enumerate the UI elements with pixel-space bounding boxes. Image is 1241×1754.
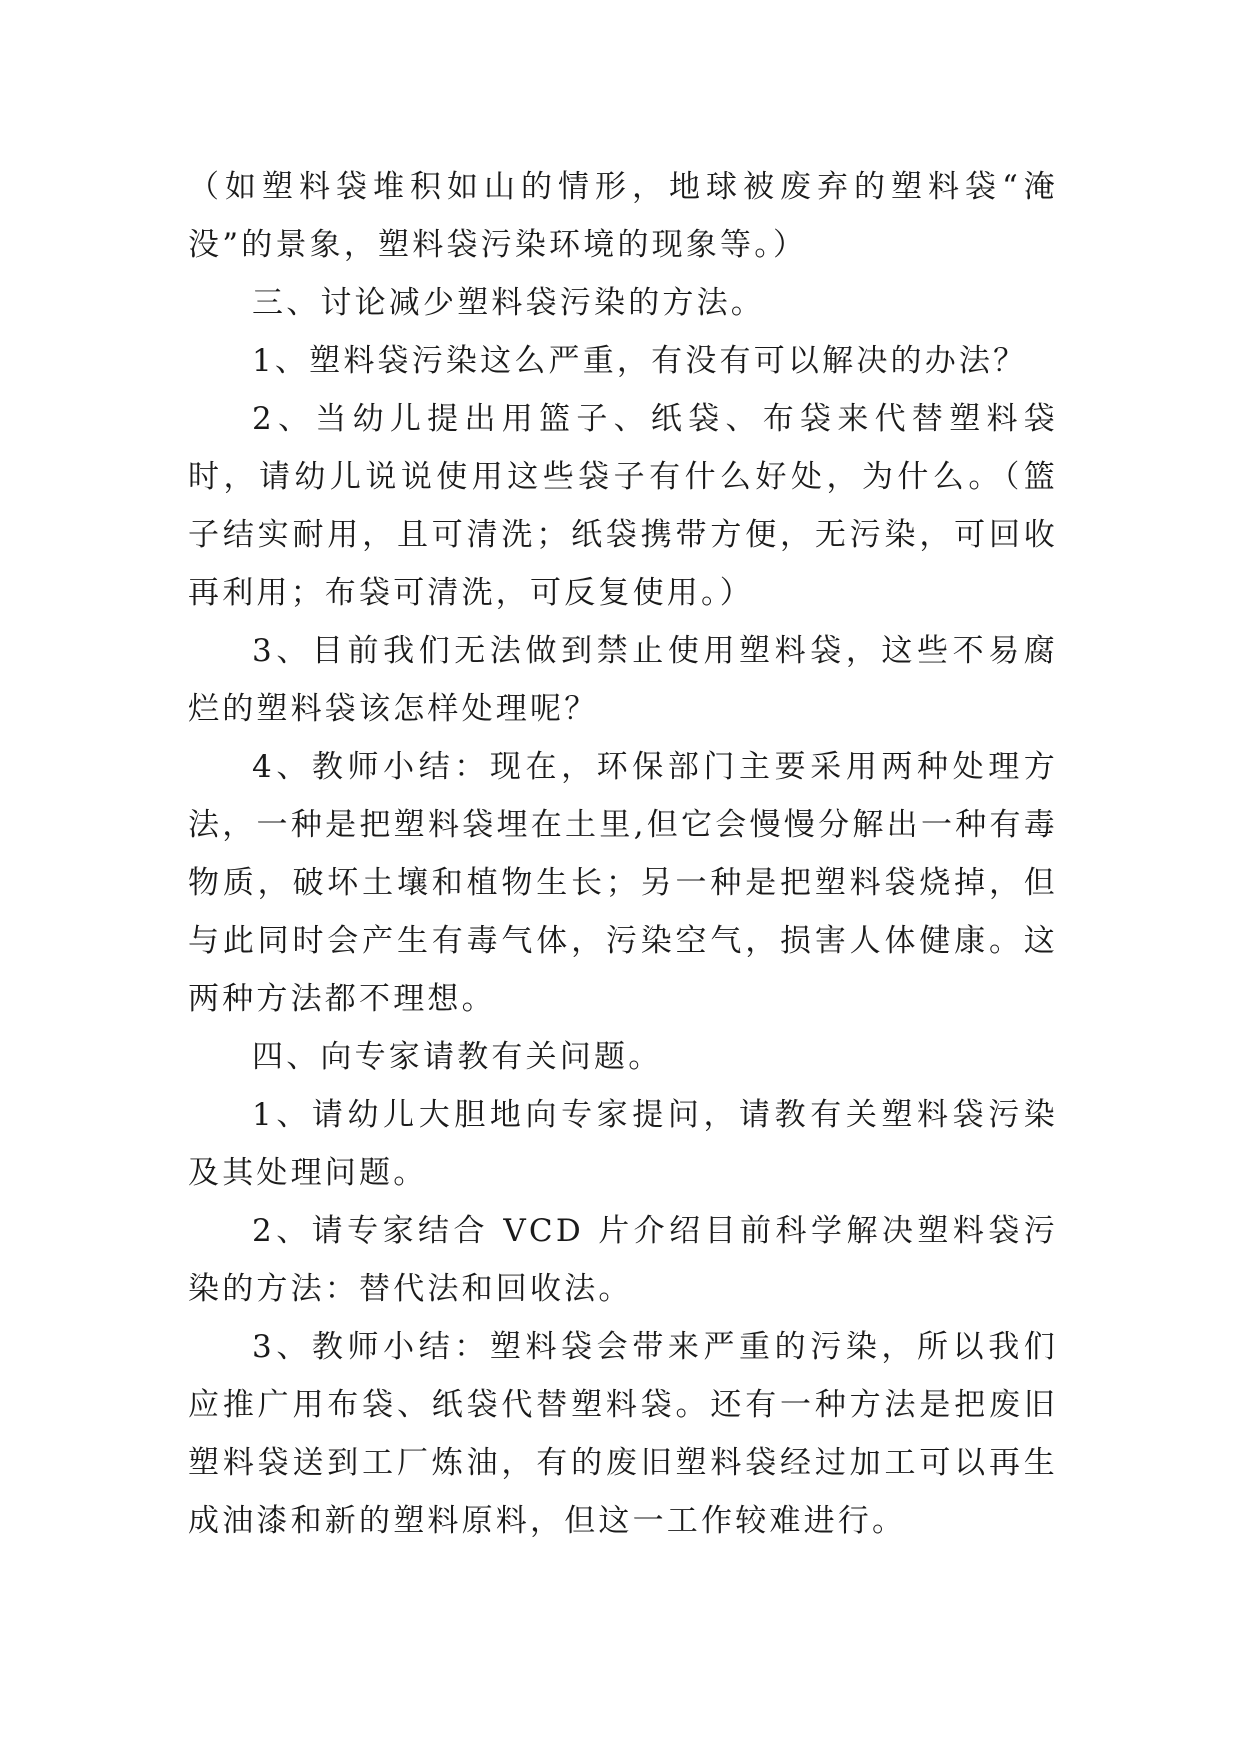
section-heading-3: 三、讨论减少塑料袋污染的方法。	[252, 285, 765, 321]
paragraph-4-3: 3、教师小结：塑料袋会带来严重的污染，所以我们应推广用布袋、纸袋代替塑料袋。还有一种方法是把废旧塑料袋送到工厂炼油，有的废旧塑料袋经过加工可以再生成油漆和新的塑料原料，但这一工作较难进行。	[188, 1329, 1058, 1539]
paragraph-3-3: 3、目前我们无法做到禁止使用塑料袋，这些不易腐烂的塑料袋该怎样处理呢？	[188, 633, 1058, 727]
paragraph-4-2: 2、请专家结合 VCD 片介绍目前科学解决塑料袋污染的方法：替代法和回收法。	[188, 1213, 1058, 1307]
paragraph-intro-examples: （如塑料袋堆积如山的情形，地球被废弃的塑料袋“淹没”的景象，塑料袋污染环境的现象等。）	[188, 169, 1058, 263]
document-body	[188, 158, 1058, 1550]
paragraph-4-1: 1、请幼儿大胆地向专家提问，请教有关塑料袋污染及其处理问题。	[188, 1097, 1058, 1191]
paragraph-3-2: 2、当幼儿提出用篮子、纸袋、布袋来代替塑料袋时，请幼儿说说使用这些袋子有什么好处，为什么。（篮子结实耐用，且可清洗；纸袋携带方便，无污染，可回收再利用；布袋可清洗，可反复使用。）	[188, 401, 1058, 611]
paragraph-3-4: 4、教师小结：现在，环保部门主要采用两种处理方法，一种是把塑料袋埋在土里,但它会慢慢分解出一种有毒物质，破坏土壤和植物生长；另一种是把塑料袋烧掉，但与此同时会产生有毒气体，污染空气，损害人体健康。这两种方法都不理想。	[188, 749, 1058, 1017]
section-heading-4: 四、向专家请教有关问题。	[252, 1039, 663, 1075]
paragraph-3-1: 1、塑料袋污染这么严重，有没有可以解决的办法？	[252, 343, 1028, 379]
